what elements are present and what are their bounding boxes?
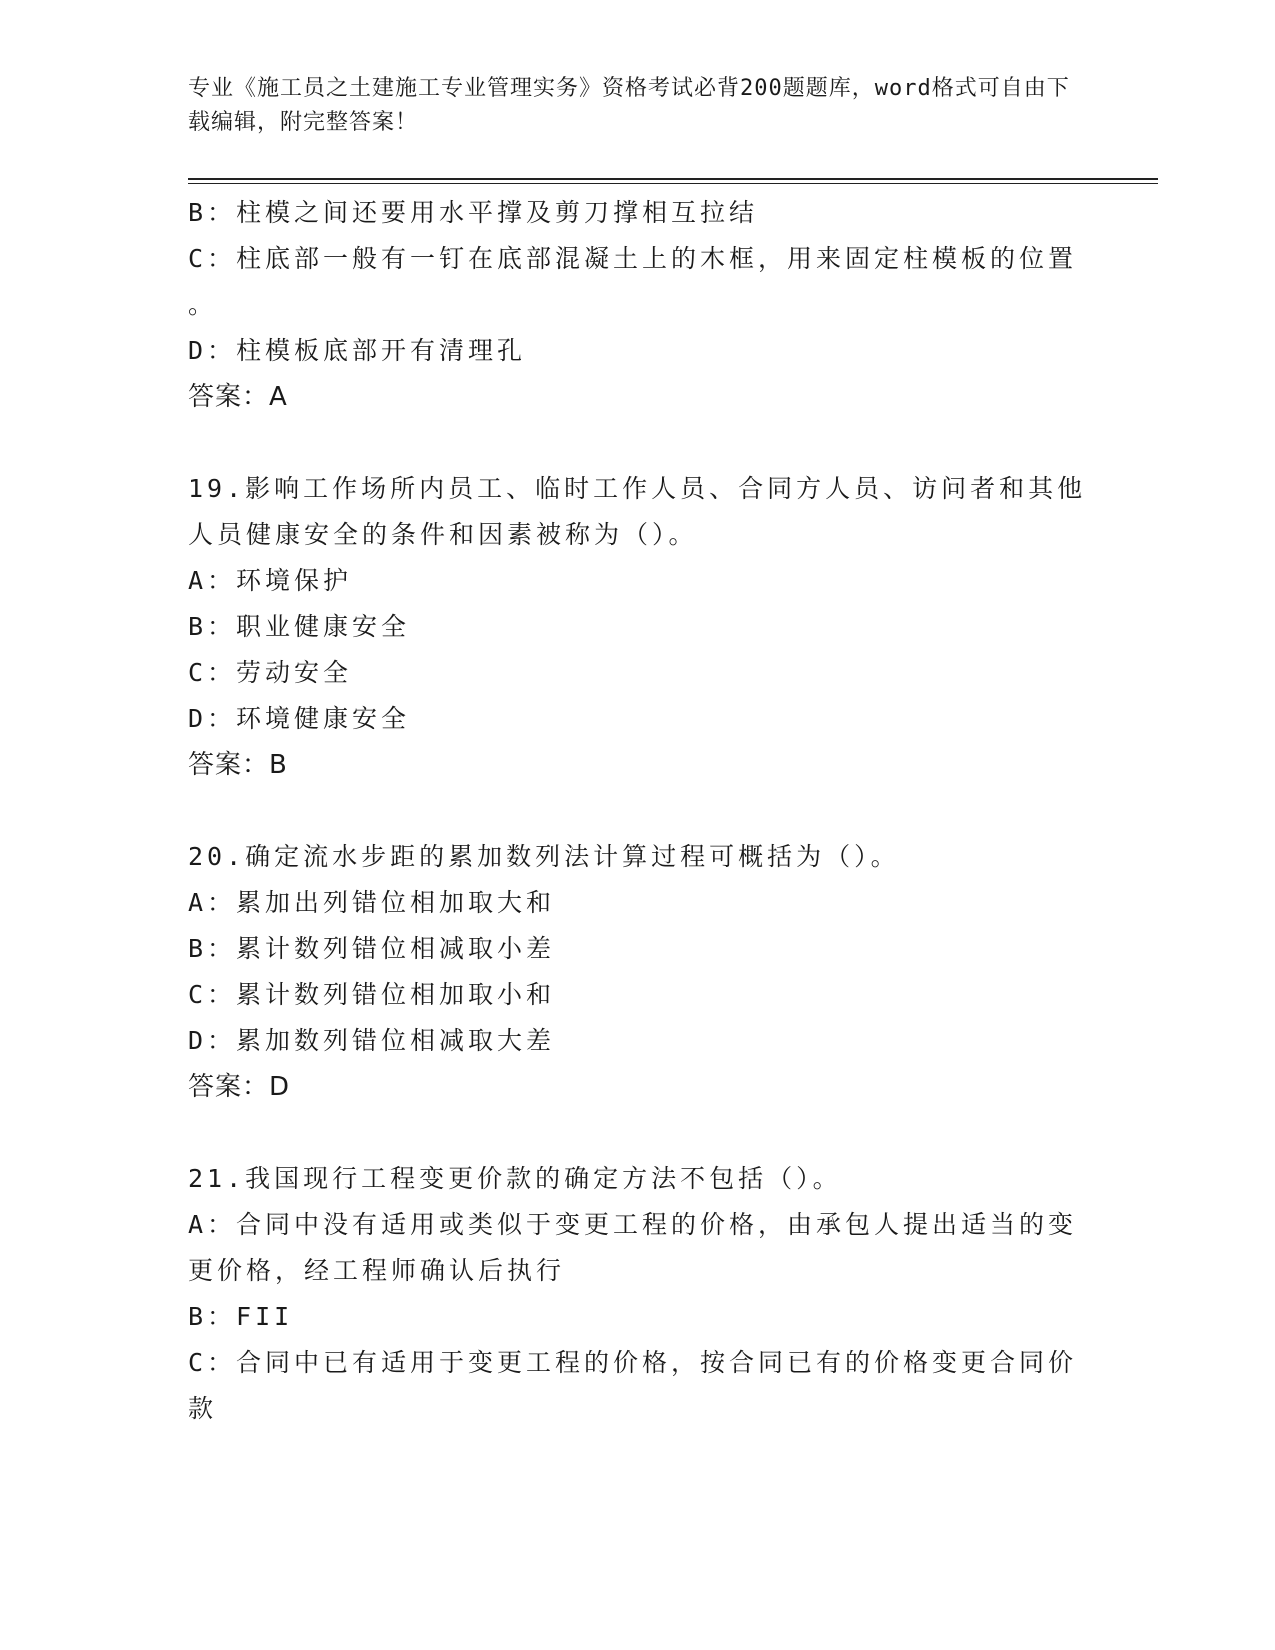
header-rule-thick [188, 178, 1158, 180]
option-a: A：累加出列错位相加取大和 [188, 888, 556, 917]
option-d: D：柱模板底部开有清理孔 [188, 336, 527, 365]
question-19 [188, 466, 1088, 788]
option-c: C：合同中已有适用于变更工程的价格，按合同已有的价格变更合同价款 [188, 1348, 1078, 1423]
document-header: 专业《施工员之土建施工专业管理实务》资格考试必背200题题库，word格式可自由下载编辑，附完整答案！ [188, 76, 1070, 135]
answer: 答案：A [188, 382, 288, 412]
question-text: 21.我国现行工程变更价款的确定方法不包括（）。 [188, 1164, 842, 1193]
option-b: B：职业健康安全 [188, 612, 411, 641]
header-rule-thin [188, 183, 1158, 184]
question-text: 19.影响工作场所内员工、临时工作人员、合同方人员、访问者和其他人员健康安全的条件和因素被称为（）。 [188, 474, 1087, 549]
option-b: B：累计数列错位相减取小差 [188, 934, 556, 963]
answer: 答案：B [188, 750, 288, 780]
question-text: 20.确定流水步距的累加数列法计算过程可概括为（）。 [188, 842, 900, 871]
question-20 [188, 834, 1088, 1110]
option-d: D：环境健康安全 [188, 704, 411, 733]
option-b: B：柱模之间还要用水平撑及剪刀撑相互拉结 [188, 198, 759, 227]
option-c: C：柱底部一般有一钉在底部混凝土上的木框，用来固定柱模板的位置 [188, 244, 1078, 273]
question-18-tail [188, 190, 1088, 420]
option-c-continuation: 。 [188, 290, 218, 319]
option-c: C：累计数列错位相加取小和 [188, 980, 556, 1009]
option-c: C：劳动安全 [188, 658, 353, 687]
option-a: A：合同中没有适用或类似于变更工程的价格，由承包人提出适当的变更价格，经工程师确认后执行 [188, 1210, 1078, 1285]
option-d: D：累加数列错位相减取大差 [188, 1026, 556, 1055]
option-a: A：环境保护 [188, 566, 353, 595]
question-content [188, 190, 1088, 1432]
option-b: B：FII [188, 1302, 294, 1331]
question-21 [188, 1156, 1088, 1432]
answer: 答案：D [188, 1072, 291, 1102]
